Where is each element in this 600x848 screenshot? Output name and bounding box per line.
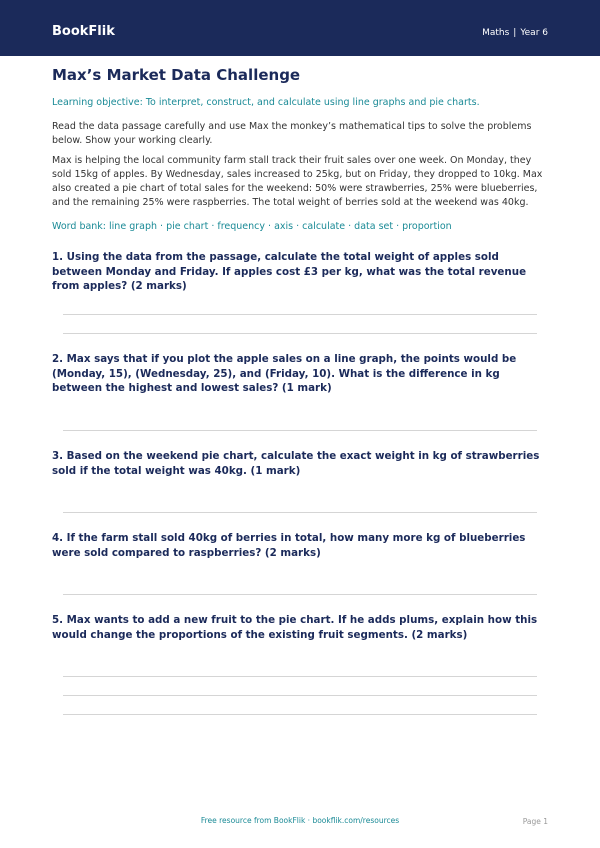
learning-objective: Learning objective: To interpret, construct, and calculate using line graphs and pie charts. xyxy=(52,97,480,108)
answer-line[interactable] xyxy=(63,676,537,677)
question-5: 5. Max wants to add a new fruit to the pie chart. If he adds plums, explain how this would change the proportions of the existing fruit segments. (2 marks) xyxy=(52,614,538,641)
question-4: 4. If the farm stall sold 40kg of berries in total, how many more kg of blueberries were sold compared to raspberries? (2 marks) xyxy=(52,532,526,559)
question-1: 1. Using the data from the passage, calculate the total weight of apples sold between Monday and Friday. If apples cost £3 per kg, what was the total revenue from apples? (2 marks) xyxy=(52,251,527,292)
brand-logo: BookFlik xyxy=(52,24,115,39)
footer-text: Free resource from BookFlik · bookflik.com/resources xyxy=(200,816,400,825)
answer-line[interactable] xyxy=(63,714,537,715)
word-bank: Word bank: line graph · pie chart · frequency · axis · calculate · data set · proportion xyxy=(52,221,452,232)
subject-label: Maths xyxy=(482,28,510,38)
page-title: Max’s Market Data Challenge xyxy=(52,66,301,84)
subject-year-label: Maths | Year 6 xyxy=(482,28,548,38)
answer-line[interactable] xyxy=(63,314,537,315)
year-label: Year 6 xyxy=(520,28,548,38)
data-passage: Max is helping the local community farm stall track their fruit sales over one week. On Monday, they sold 15kg of apples. By Wednesday, sales increased to 25kg, but on Friday, they dropped to 10kg. Max also created a pie chart of total sales for the weekend: 50% were strawberries, 25% were blueberries, and the remaining 25% were raspberries. The total weight of berries sold at the weekend was 40kg. xyxy=(52,155,543,208)
answer-line[interactable] xyxy=(63,430,537,431)
question-2: 2. Max says that if you plot the apple sales on a line graph, the points would be (Monday, 15), (Wednesday, 25), and (Friday, 10). What is the difference in kg between the highest and lowest sales? (1 mark) xyxy=(52,353,517,394)
instructions-text: Read the data passage carefully and use Max the monkey’s mathematical tips to solve the problems below. Show your working clearly. xyxy=(52,121,532,146)
answer-line[interactable] xyxy=(63,512,537,513)
header-bar xyxy=(0,0,600,56)
answer-line[interactable] xyxy=(63,594,537,595)
answer-line[interactable] xyxy=(63,333,537,334)
answer-line[interactable] xyxy=(63,695,537,696)
page-number: Page 1 xyxy=(522,817,548,826)
question-3: 3. Based on the weekend pie chart, calculate the exact weight in kg of strawberries sold if the total weight was 40kg. (1 mark) xyxy=(52,450,540,477)
